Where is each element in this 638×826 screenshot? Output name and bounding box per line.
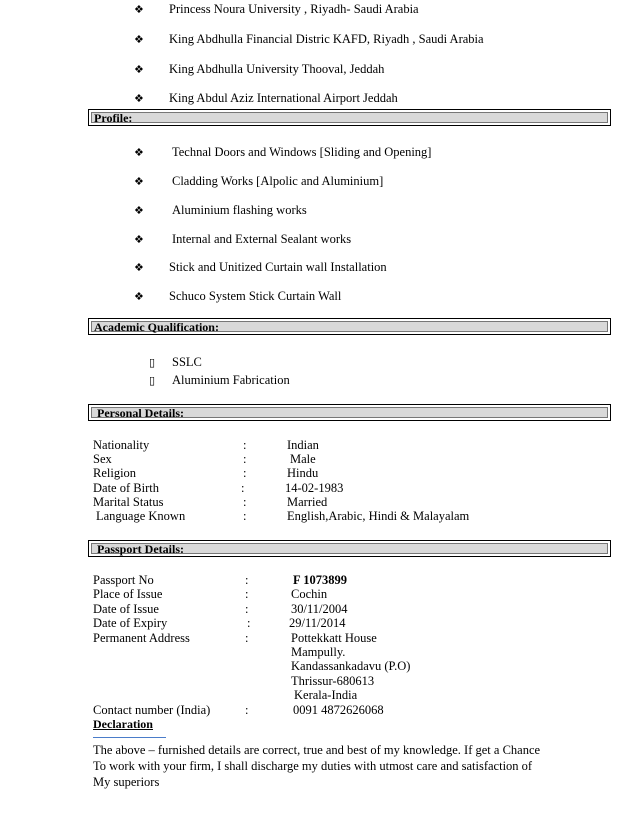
- diamond-bullet-icon: ❖: [134, 3, 144, 16]
- colon: :: [243, 438, 247, 452]
- declaration-line: The above – furnished details are correct, true and best of my knowledge. If get a Chance: [93, 743, 541, 757]
- colon: :: [243, 509, 247, 523]
- colon: :: [245, 631, 249, 645]
- colon: :: [243, 495, 247, 509]
- section-personal: [88, 404, 611, 421]
- site-item: King Abdul Aziz International Airport Jeddah: [169, 91, 398, 105]
- detail-label: Date of Birth: [93, 481, 159, 495]
- profile-item: Schuco System Stick Curtain Wall: [169, 289, 342, 303]
- academic-item: SSLC: [172, 355, 202, 369]
- section-title: Personal Details:: [97, 406, 184, 420]
- detail-value: English,Arabic, Hindi & Malayalam: [287, 509, 470, 523]
- colon: :: [245, 602, 249, 616]
- detail-label: Place of Issue: [93, 587, 163, 601]
- detail-label: Marital Status: [93, 495, 164, 509]
- profile-item: Cladding Works [Alpolic and Aluminium]: [172, 174, 384, 188]
- colon: :: [243, 466, 247, 480]
- detail-value: 30/11/2004: [291, 602, 348, 616]
- colon: :: [245, 587, 249, 601]
- profile-item: Technal Doors and Windows [Sliding and Opening]: [172, 145, 432, 159]
- address-line: Thrissur-680613: [291, 674, 375, 688]
- section-title: Passport Details:: [97, 542, 184, 556]
- address-line: Kandassankadavu (P.O): [291, 659, 411, 673]
- section-passport: [88, 540, 611, 557]
- detail-label: Language Known: [96, 509, 186, 523]
- diamond-bullet-icon: ❖: [134, 146, 144, 159]
- detail-value: 29/11/2014: [289, 616, 346, 630]
- colon: :: [245, 703, 249, 717]
- profile-item: Internal and External Sealant works: [172, 232, 352, 246]
- detail-label: Date of Expiry: [93, 616, 168, 630]
- detail-label: Nationality: [93, 438, 150, 452]
- declaration-line: To work with your firm, I shall discharge my duties with utmost care and satisfaction of: [93, 759, 533, 773]
- profile-item: Aluminium flashing works: [172, 203, 307, 217]
- detail-value: Married: [287, 495, 328, 509]
- detail-value: Hindu: [287, 466, 319, 480]
- section-profile: [88, 109, 611, 126]
- detail-value: 14-02-1983: [285, 481, 344, 495]
- declaration-title: Declaration: [93, 717, 153, 731]
- section-academic: [88, 318, 611, 335]
- diamond-bullet-icon: ❖: [134, 290, 144, 303]
- box-bullet-icon: ▯: [149, 356, 156, 369]
- diamond-bullet-icon: ❖: [134, 33, 144, 46]
- detail-label: Sex: [93, 452, 112, 466]
- diamond-bullet-icon: ❖: [134, 92, 144, 105]
- detail-value: Cochin: [291, 587, 328, 601]
- declaration-line: My superiors: [93, 775, 160, 789]
- address-line: Kerala-India: [294, 688, 358, 702]
- detail-value: Male: [290, 452, 316, 466]
- colon: :: [245, 573, 249, 587]
- address-line: Mampully.: [291, 645, 346, 659]
- divider: [93, 737, 166, 738]
- site-item: King Abdhulla Financial Distric KAFD, Riyadh , Saudi Arabia: [169, 32, 484, 46]
- declaration-text: [93, 742, 553, 790]
- section-title: Profile:: [94, 111, 133, 125]
- box-bullet-icon: ▯: [149, 374, 156, 387]
- site-item: King Abdhulla University Thooval, Jeddah: [169, 62, 385, 76]
- detail-value: Indian: [287, 438, 319, 452]
- detail-label: Religion: [93, 466, 137, 480]
- detail-label: Permanent Address: [93, 631, 190, 645]
- colon: :: [247, 616, 251, 630]
- diamond-bullet-icon: ❖: [134, 261, 144, 274]
- diamond-bullet-icon: ❖: [134, 233, 144, 246]
- detail-label: Passport No: [93, 573, 154, 587]
- diamond-bullet-icon: ❖: [134, 204, 144, 217]
- diamond-bullet-icon: ❖: [134, 63, 144, 76]
- diamond-bullet-icon: ❖: [134, 175, 144, 188]
- colon: :: [243, 452, 247, 466]
- address-line: Pottekkatt House: [291, 631, 377, 645]
- colon: :: [241, 481, 245, 495]
- section-title: Academic Qualification:: [94, 320, 219, 334]
- profile-item: Stick and Unitized Curtain wall Installation: [169, 260, 387, 274]
- academic-item: Aluminium Fabrication: [172, 373, 290, 387]
- detail-label: Contact number (India): [93, 703, 211, 717]
- detail-label: Date of Issue: [93, 602, 159, 616]
- passport-number: F 1073899: [293, 573, 348, 587]
- contact-number: 0091 4872626068: [293, 703, 384, 717]
- site-item: Princess Noura University , Riyadh- Saudi Arabia: [169, 2, 419, 16]
